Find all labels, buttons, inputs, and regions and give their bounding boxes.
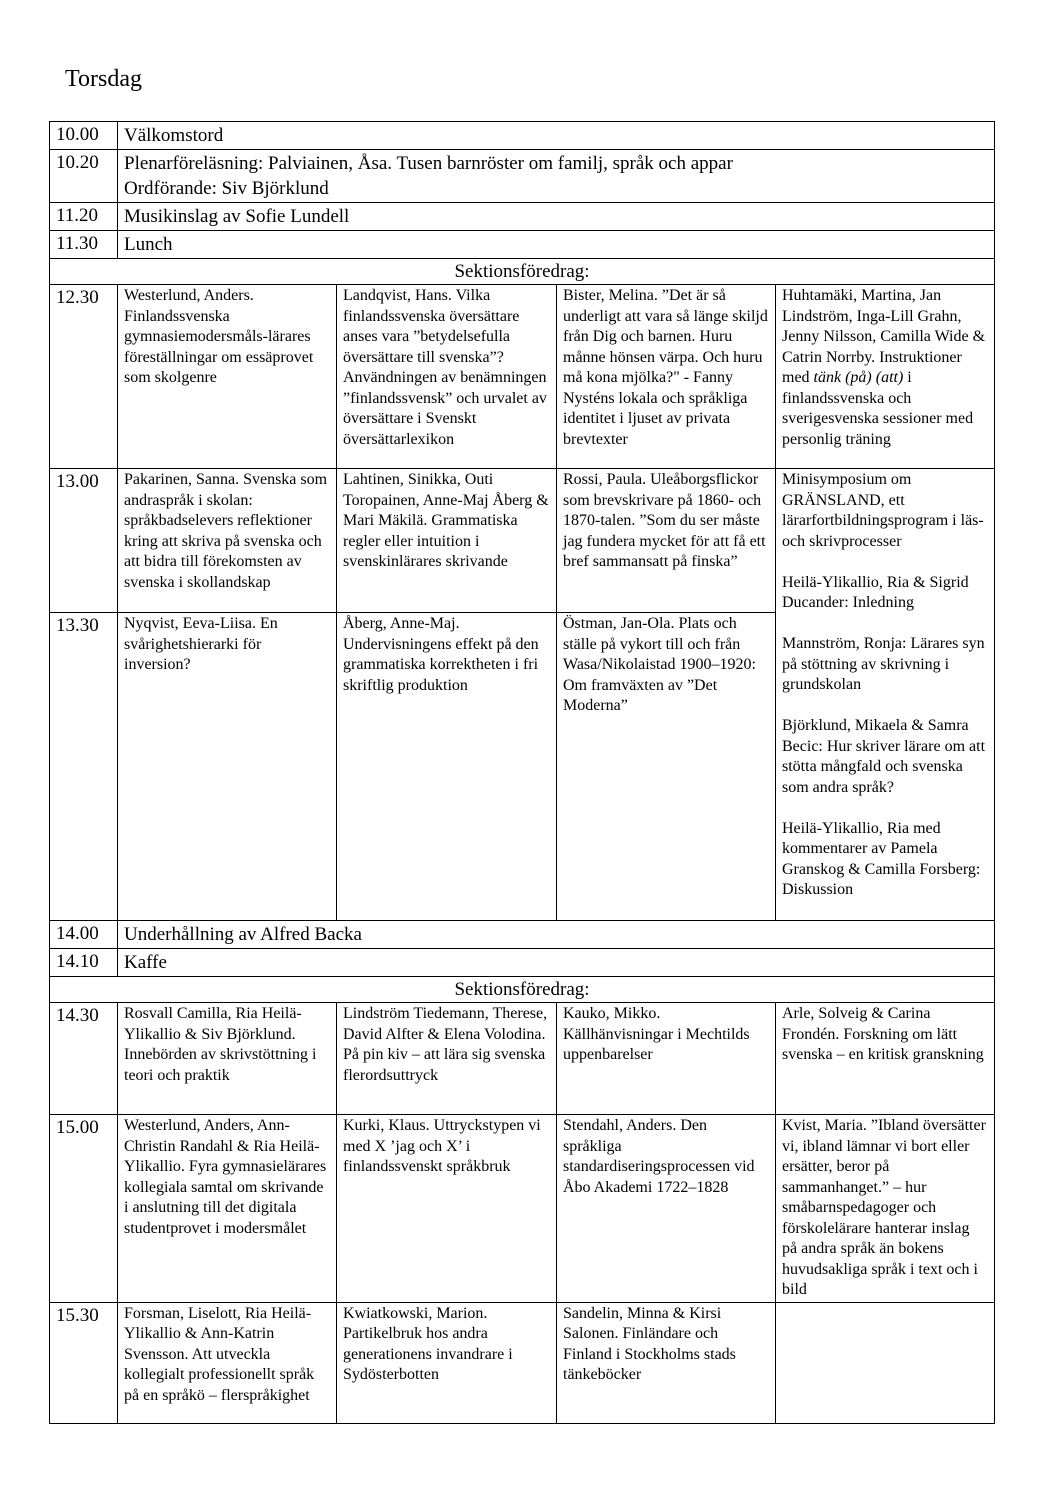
time-cell: 12.30 (50, 285, 118, 469)
talk-cell: Bister, Melina. ”Det är så underligt att vara så länge skiljd från Dig och barnen. Huru månne hönsen värpa. Och huru må kona mjölka?" - Fanny Nysténs lokala och språkliga identitet i ljuset av privata brevtexter (557, 285, 776, 469)
talk-emphasis: tänk (på) (att) (813, 369, 904, 386)
symposium-talk: Björklund, Mikaela & Samra Becic: Hur skriver lärare om att stötta mångfald och svenska som andra språk? (782, 717, 986, 796)
chair-person: Ordförande: Siv Björklund (124, 178, 329, 199)
symposium-title: Minisymposium om GRÄNSLAND, ett lärarfortbildningsprogram i läs- och skrivprocesser (782, 471, 984, 550)
symposium-talk: Heilä-Ylikallio, Ria med kommentarer av Pamela Granskog & Camilla Forsberg: Diskussion (782, 819, 981, 898)
schedule-row (50, 150, 995, 203)
section-header: Sektionsföredrag: (50, 259, 995, 285)
symposium-talk: Mannström, Ronja: Lärares syn på stöttning av skrivning i grundskolan (782, 635, 985, 693)
schedule-row (50, 1003, 995, 1115)
talk-cell: Kauko, Mikko. Källhänvisningar i Mechtilds uppenbarelser (557, 1003, 776, 1115)
talk-cell: Stendahl, Anders. Den språkliga standardiseringsprocessen vid Åbo Akademi 1722–1828 (557, 1115, 776, 1303)
section-header: Sektionsföredrag: (50, 977, 995, 1003)
symposium-cell (776, 469, 995, 921)
section-header-row (50, 259, 995, 285)
schedule-row (50, 1302, 995, 1423)
time-cell: 14.10 (50, 949, 118, 977)
time-cell: 15.30 (50, 1302, 118, 1423)
section-header-row (50, 977, 995, 1003)
talk-cell (776, 1302, 995, 1423)
talk-cell: Westerlund, Anders. Finlandssvenska gymnasiemodersmåls-lärares föreställningar om essäprovet som skolgenre (118, 285, 337, 469)
talk-cell: Kvist, Maria. ”Ibland översätter vi, ibland lämnar vi bort eller ersätter, beror på sammanhanget.” – hur småbarnspedagoger och förskolelärare hanterar inslag på andra språk än bokens huvudsakliga språk i text och i bild (776, 1115, 995, 1303)
time-cell: 13.30 (50, 613, 118, 921)
schedule-row (50, 203, 995, 231)
schedule-row (50, 469, 995, 613)
symposium-talk: Heilä-Ylikallio, Ria & Sigrid Ducander: Inledning (782, 573, 969, 611)
talk-cell: Pakarinen, Sanna. Svenska som andraspråk i skolan: språkbadselevers reflektioner kring att skriva på svenska och att bidra till förekomsten av svenska i skollandskap (118, 469, 337, 613)
schedule-row (50, 122, 995, 150)
talk-cell: Sandelin, Minna & Kirsi Salonen. Finländare och Finland i Stockholms stads tänkeböcker (557, 1302, 776, 1423)
talk-cell: Rossi, Paula. Uleåborgsflickor som brevskrivare på 1860- och 1870-talen. ”Som du ser måste jag fundera mycket för att få ett bref sammansatt på finska” (557, 469, 776, 613)
talk-cell: Lindström Tiedemann, Therese, David Alfter & Elena Volodina. På pin kiv – att lära sig svenska flerordsuttryck (337, 1003, 557, 1115)
time-cell: 10.20 (50, 150, 118, 203)
plenary-item: Lunch (118, 231, 995, 259)
time-cell: 11.20 (50, 203, 118, 231)
talk-cell: Kurki, Klaus. Uttryckstypen vi med X ’jag och X’ i finlandssvenskt språkbruk (337, 1115, 557, 1303)
day-heading: Torsdag (65, 66, 142, 92)
talk-text: i finlandssvenska och sverigesvenska sessioner med personlig träning (782, 369, 974, 448)
talk-cell: Arle, Solveig & Carina Frondén. Forskning om lätt svenska – en kritisk granskning (776, 1003, 995, 1115)
talk-cell: Lahtinen, Sinikka, Outi Toropainen, Anne-Maj Åberg & Mari Mäkilä. Grammatiska regler eller intuition i svenskinlärares skrivande (337, 469, 557, 613)
talk-cell: Kwiatkowski, Marion. Partikelbruk hos andra generationens invandrare i Sydösterbotten (337, 1302, 557, 1423)
talk-cell (776, 285, 995, 469)
talk-cell: Åberg, Anne-Maj. Undervisningens effekt på den grammatiska korrektheten i fri skriftlig produktion (337, 613, 557, 921)
talk-cell: Westerlund, Anders, Ann-Christin Randahl & Ria Heilä-Ylikallio. Fyra gymnasielärares kollegiala samtal om skrivande i anslutning till det digitala studentprovet i modersmålet (118, 1115, 337, 1303)
time-cell: 10.00 (50, 122, 118, 150)
plenary-item (118, 150, 995, 203)
plenary-item: Kaffe (118, 949, 995, 977)
talk-cell: Landqvist, Hans. Vilka finlandssvenska översättare anses vara ”betydelsefulla översättare till svenska”? Användningen av benämningen ”finlandssvensk” och urvalet av översättare i Svenskt översättarlexikon (337, 285, 557, 469)
schedule-row (50, 949, 995, 977)
schedule-row (50, 921, 995, 949)
time-cell: 14.30 (50, 1003, 118, 1115)
time-cell: 14.00 (50, 921, 118, 949)
talk-cell: Nyqvist, Eeva-Liisa. En svårighetshierarki för inversion? (118, 613, 337, 921)
plenary-item: Underhållning av Alfred Backa (118, 921, 995, 949)
plenary-item: Musikinslag av Sofie Lundell (118, 203, 995, 231)
talk-text: Huhtamäki, Martina, Jan Lindström, Inga-Lill Grahn, Jenny Nilsson, Camilla Wide & Catrin Norrby. Instruktioner med (782, 287, 986, 386)
time-cell: 13.00 (50, 469, 118, 613)
plenary-item: Välkomstord (118, 122, 995, 150)
talk-cell: Rosvall Camilla, Ria Heilä-Ylikallio & Siv Björklund. Innebörden av skrivstöttning i teori och praktik (118, 1003, 337, 1115)
talk-cell: Östman, Jan-Ola. Plats och ställe på vykort till och från Wasa/Nikolaistad 1900–1920: Om framväxten av ”Det Moderna” (557, 613, 776, 921)
time-cell: 15.00 (50, 1115, 118, 1303)
plenary-lecture: Plenarföreläsning: Palviainen, Åsa. Tusen barnröster om familj, språk och appar (124, 153, 733, 174)
time-cell: 11.30 (50, 231, 118, 259)
schedule-row (50, 231, 995, 259)
schedule-row (50, 1115, 995, 1303)
schedule-table (49, 121, 995, 1424)
talk-cell: Forsman, Liselott, Ria Heilä-Ylikallio & Ann-Katrin Svensson. Att utveckla kollegialt professionellt språk på en språkö – flerspråkighet (118, 1302, 337, 1423)
schedule-row (50, 285, 995, 469)
